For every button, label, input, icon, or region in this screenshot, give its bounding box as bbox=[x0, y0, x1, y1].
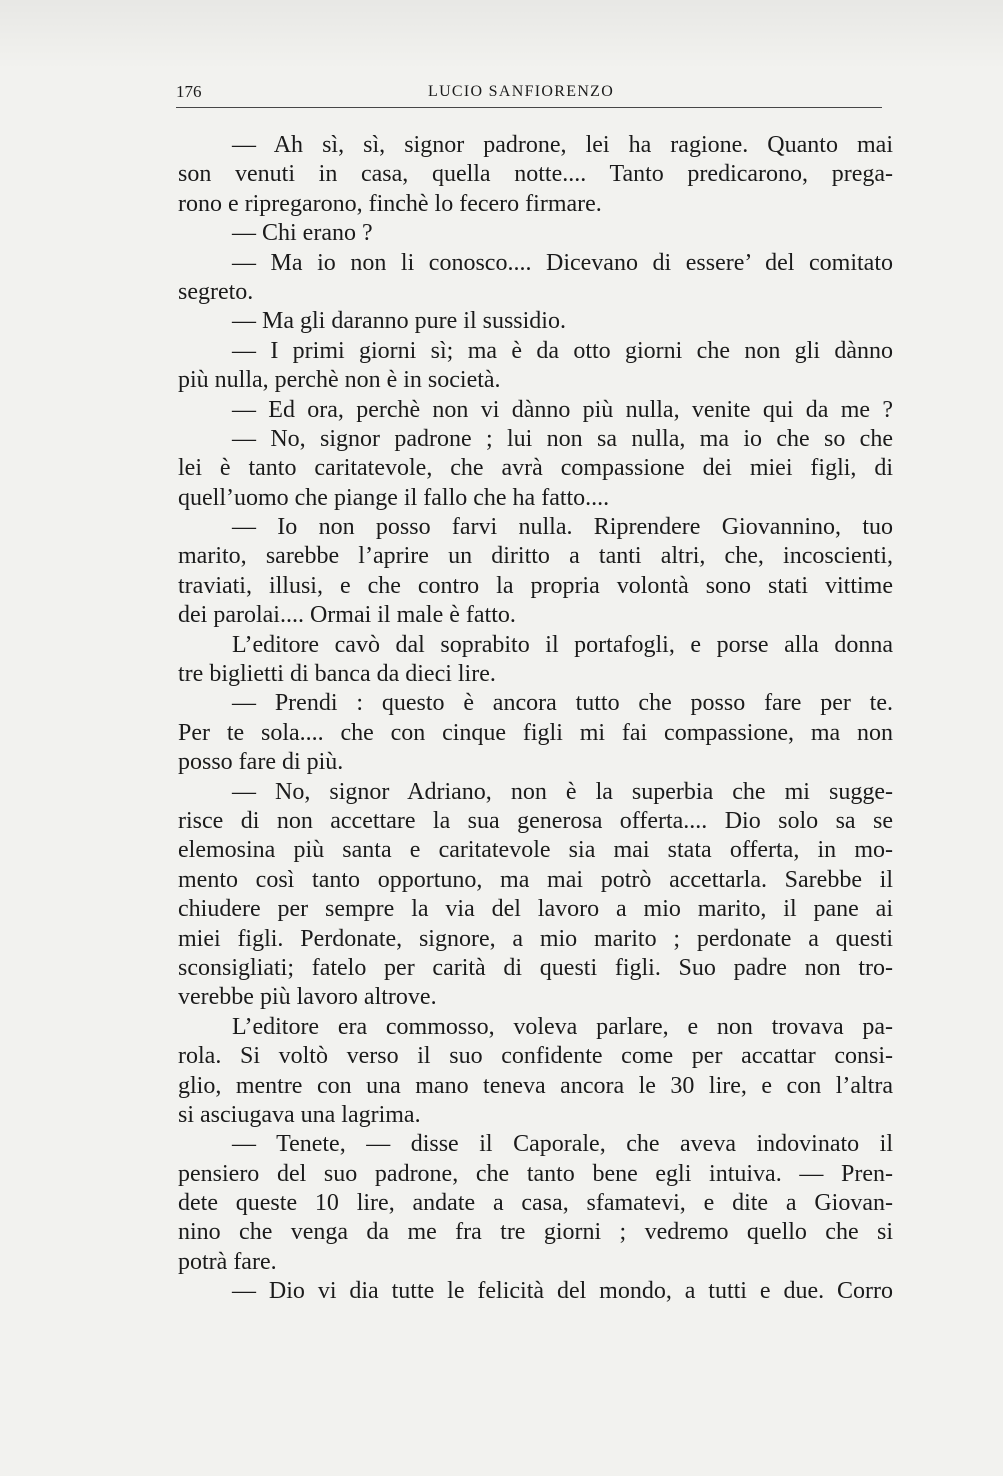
paragraph bbox=[178, 337, 893, 396]
page-number: 176 bbox=[176, 82, 202, 101]
text-line: — Ma gli daranno pure il sussidio. bbox=[232, 308, 566, 335]
text-line: segreto. bbox=[178, 278, 254, 305]
paragraph bbox=[178, 1013, 893, 1131]
text-line: pensiero del suo padrone, che tanto bene egli intuiva. — Pren- bbox=[178, 1160, 893, 1187]
text-line: tre biglietti di banca da dieci lire. bbox=[178, 661, 496, 688]
text-line: rola. Si voltò verso il suo confidente come per accattar consi- bbox=[178, 1043, 893, 1070]
paragraph bbox=[178, 425, 893, 513]
text-line: elemosina più santa e caritatevole sia mai stata offerta, in mo- bbox=[178, 837, 893, 864]
text-line: sconsigliati; fatelo per carità di questi figli. Suo padre non tro- bbox=[178, 954, 893, 981]
paragraph bbox=[178, 513, 893, 631]
text-line: L’editore era commosso, voleva parlare, e non trovava pa- bbox=[232, 1013, 893, 1040]
text-line: son venuti in casa, quella notte.... Tanto predicarono, prega- bbox=[178, 161, 893, 188]
paragraph bbox=[178, 307, 893, 336]
text-line: — Dio vi dia tutte le felicità del mondo, a tutti e due. Corro bbox=[232, 1278, 893, 1305]
paragraph bbox=[178, 1277, 893, 1306]
text-line: — Ah sì, sì, signor padrone, lei ha ragione. Quanto mai bbox=[232, 132, 893, 158]
text-line: — Tenete, — disse il Caporale, che aveva indovinato il bbox=[232, 1131, 893, 1158]
text-line: — Prendi : questo è ancora tutto che posso fare per te. bbox=[232, 690, 893, 717]
text-line: — Chi erano ? bbox=[232, 220, 373, 247]
text-line: lei è tanto caritatevole, che avrà compassione dei miei figli, di bbox=[178, 455, 893, 482]
text-line: L’editore cavò dal soprabito il portafogli, e porse alla donna bbox=[232, 631, 893, 658]
paragraph bbox=[178, 689, 893, 777]
running-head: LUCIO SANFIORENZO bbox=[428, 83, 615, 100]
text-line: — Ed ora, perchè non vi dànno più nulla, venite qui da me ? bbox=[232, 396, 893, 423]
text-line: si asciugava una lagrima. bbox=[178, 1101, 421, 1128]
text-line: potrà fare. bbox=[178, 1248, 277, 1275]
text-line: quell’uomo che piange il fallo che ha fatto.... bbox=[178, 484, 610, 511]
text-line: più nulla, perchè non è in società. bbox=[178, 367, 501, 394]
text-line: mento così tanto opportuno, ma mai potrò accettarla. Sarebbe il bbox=[178, 866, 893, 893]
text-line: miei figli. Perdonate, signore, a mio marito ; perdonate a questi bbox=[178, 925, 893, 952]
text-line: — Ma io non li conosco.... Dicevano di essere’ del comitato bbox=[232, 249, 893, 276]
text-line: — I primi giorni sì; ma è da otto giorni che non gli dànno bbox=[232, 337, 893, 364]
paragraph bbox=[178, 396, 893, 425]
text-line: posso fare di più. bbox=[178, 749, 344, 776]
text-line: dei parolai.... Ormai il male è fatto. bbox=[178, 602, 516, 629]
text-line: traviati, illusi, e che contro la propria volontà sono stati vittime bbox=[178, 572, 893, 599]
text-line: — No, signor padrone ; lui non sa nulla, ma io che so che bbox=[232, 425, 893, 452]
paragraph bbox=[178, 131, 893, 219]
paragraph bbox=[178, 778, 893, 1013]
body-text bbox=[178, 131, 893, 1307]
text-line: — No, signor Adriano, non è la superbia che mi sugge- bbox=[232, 778, 893, 805]
text-line: chiudere per sempre la via del lavoro a mio marito, il pane ai bbox=[178, 896, 893, 923]
text-line: glio, mentre con una mano teneva ancora le 30 lire, e con l’altra bbox=[178, 1072, 893, 1099]
header-rule bbox=[176, 107, 882, 108]
text-line: nino che venga da me fra tre giorni ; vedremo quello che si bbox=[178, 1219, 893, 1246]
text-line: risce di non accettare la sua generosa offerta.... Dio solo sa se bbox=[178, 807, 893, 834]
paragraph bbox=[178, 219, 893, 248]
paragraph bbox=[178, 631, 893, 690]
text-line: dete queste 10 lire, andate a casa, sfamatevi, e dite a Giovan- bbox=[178, 1190, 893, 1217]
text-line: rono e ripregarono, finchè lo fecero firmare. bbox=[178, 190, 602, 217]
text-line: Per te sola.... che con cinque figli mi fai compassione, ma non bbox=[178, 719, 893, 746]
paragraph bbox=[178, 1130, 893, 1277]
text-line: — Io non posso farvi nulla. Riprendere Giovannino, tuo bbox=[232, 514, 893, 541]
text-line: verebbe più lavoro altrove. bbox=[178, 984, 437, 1011]
paragraph bbox=[178, 249, 893, 308]
text-line: marito, sarebbe l’aprire un diritto a tanti altri, che, incoscienti, bbox=[178, 543, 893, 570]
